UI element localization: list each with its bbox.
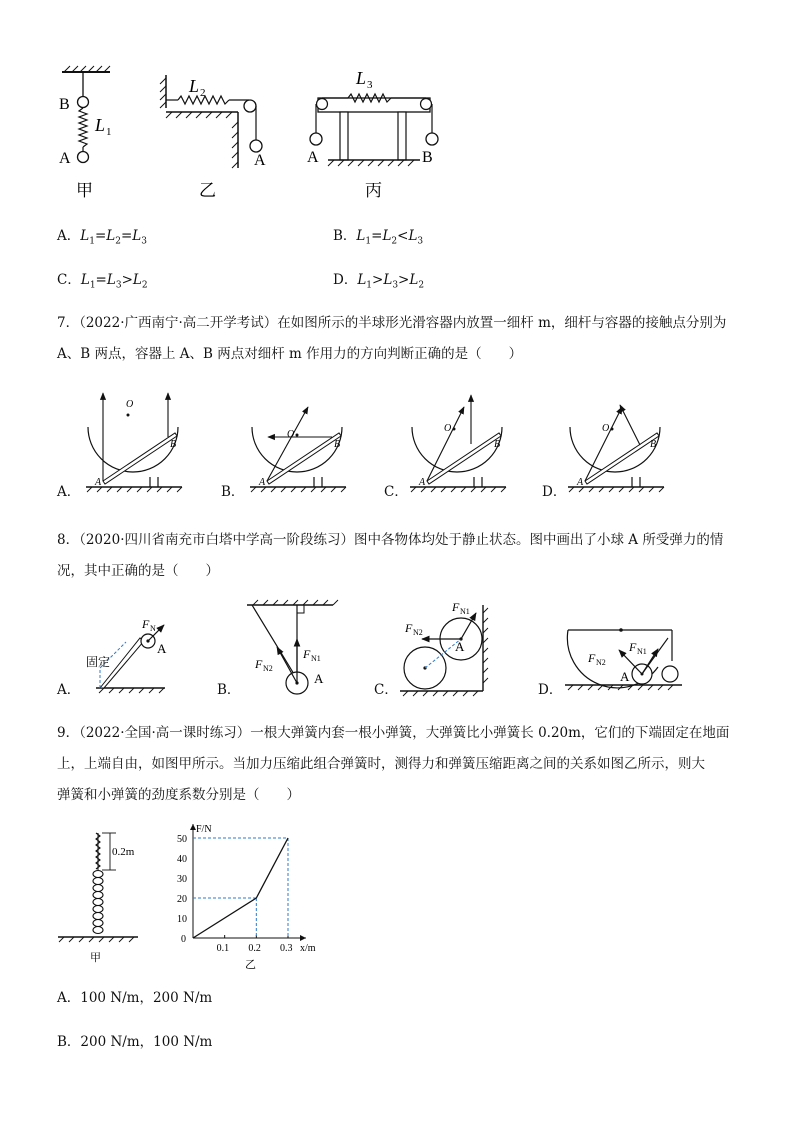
svg-text:O: O [602,423,610,434]
x-axis-arrow [300,935,306,941]
q8-option-a[interactable]: A． [57,682,81,698]
svg-text:F: F [255,657,263,671]
svg-text:2: 2 [200,87,206,99]
caption-jia: 甲 [76,181,93,200]
svg-text:B: B [422,149,433,166]
svg-text:A: A [307,149,319,166]
svg-text:N: N [150,624,156,633]
q8-fig-b [247,600,338,694]
q7-option-a[interactable]: A． [57,484,81,500]
q7-stem: 7．（2022·广西南宁·高二开学考试）在如图所示的半球形光滑容器内放置一细杆 m，细杆与容器的接触点分别为 A、B 两点，容器上 A、B 两点对细杆 m 作用力的方向判断正确的是（ ） [57,315,727,362]
label-L1: L [95,115,106,135]
q9-stem: 9．（2022·全国·高一课时练习）一根大弹簧内套一根小弹簧，大弹簧比小弹簧长 0.20m，它们的下端固定在地面 上，上端自由，如图甲所示。当加力压缩此组合弹簧时，测得力和弹簧压缩距离之间的关系如图乙所示，则大 弹簧和小弹簧的劲度系数分别是（ ） [57,725,730,803]
svg-text:N2: N2 [596,658,606,667]
x-tick-label: 0.3 [280,943,293,954]
svg-text:N1: N1 [460,607,470,616]
svg-text:B: B [170,439,177,450]
svg-text:F: F [142,617,150,631]
svg-text:N2: N2 [263,664,273,673]
q7-fig-d [568,405,664,492]
label-A: A [59,150,71,167]
svg-text:N1: N1 [637,647,647,656]
y-tick-label: 50 [177,834,187,845]
q8-fig-a [86,617,167,693]
q7-option-c[interactable]: C． [384,484,408,500]
svg-text:A: A [419,477,426,488]
svg-text:F: F [588,651,596,665]
caption-yi: 乙 [199,181,216,200]
q8-fig-c [400,600,488,696]
svg-text:F: F [405,621,413,635]
q6-option-a[interactable]: A．$L_1=L_2=L_3$ [57,228,147,247]
svg-text:N2: N2 [413,628,423,637]
x-tick-label: 0.2 [248,943,261,954]
svg-text:A: A [455,639,465,654]
fig-bing [307,68,438,200]
svg-text:O: O [444,423,452,434]
x-axis-label: x/m [300,943,316,954]
q7-fig-a [86,393,182,492]
svg-text:O: O [287,429,295,440]
svg-text:A: A [620,669,630,684]
label-B: B [59,96,70,113]
svg-text:A: A [259,477,266,488]
q7-fig-c [410,395,506,492]
q8-option-d[interactable]: D． [538,682,563,698]
svg-text:F: F [629,640,637,654]
label-0.2m: 0.2m [112,846,135,858]
svg-text:B: B [650,439,657,450]
caption-jia: 甲 [90,952,101,964]
svg-text:F: F [452,600,460,614]
svg-text:3: 3 [367,79,373,91]
q6-option-b[interactable]: B．$L_1=L_2<L_3$ [333,228,424,247]
svg-text:A: A [577,477,584,488]
q6-option-c[interactable]: C．$L_1=L_3>L_2$ [57,272,148,291]
q7-fig-b [250,407,346,492]
q9-chart [165,822,345,972]
y-tick-label: 20 [177,894,187,905]
y-tick-label: 30 [177,874,187,885]
q6-figure [0,0,794,220]
fig-jia [59,66,112,200]
q6-option-d[interactable]: D．$L_1>L_3>L_2$ [333,272,425,291]
svg-text:1: 1 [106,126,112,138]
q8-stem: 8．（2020·四川省南充市白塔中学高一阶段练习）图中各物体均处于静止状态。图中画出了小球 A 所受弹力的情 况，其中正确的是（ ） [57,532,724,579]
q9-fig-jia [50,825,170,965]
fig-yi [160,75,266,200]
label-L2: L [189,76,200,96]
data-segment [256,838,288,898]
y-axis-label: F/N [196,824,212,835]
svg-text:O: O [126,399,134,410]
q8-option-c[interactable]: C． [374,682,398,698]
svg-text:A: A [157,641,167,656]
q9-option-b[interactable]: B．200 N/m，100 N/m [57,1034,213,1050]
data-segment [193,898,256,938]
y-tick-label: 10 [177,914,187,925]
svg-text:A: A [95,477,102,488]
caption-yi: 乙 [245,959,256,971]
caption-bing: 丙 [365,181,382,200]
svg-text:N1: N1 [311,654,321,663]
svg-text:B: B [334,439,341,450]
q8-option-b[interactable]: B． [217,682,241,698]
x-tick-label: 0.1 [216,943,230,954]
y-tick-label: 0 [181,934,186,945]
svg-text:A: A [314,671,324,686]
q8-fig-d [565,628,682,690]
q7-option-b[interactable]: B． [221,484,245,500]
y-tick-label: 40 [177,854,187,865]
q7-option-d[interactable]: D． [542,484,567,500]
label-L3: L [356,68,367,88]
label-fixed: 固定 [86,655,111,669]
q9-option-a[interactable]: A．100 N/m，200 N/m [57,990,213,1006]
svg-text:F: F [303,647,311,661]
svg-text:B: B [494,439,501,450]
svg-text:A: A [254,152,266,169]
